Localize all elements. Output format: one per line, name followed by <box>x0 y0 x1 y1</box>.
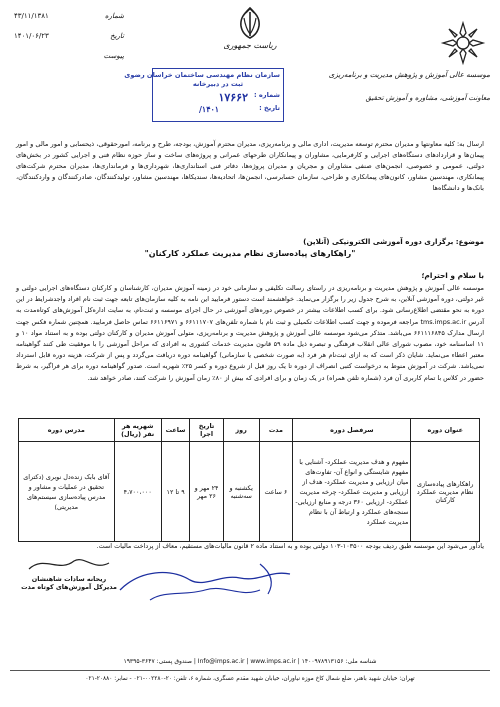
republic-title: ریاست جمهوری <box>223 41 277 50</box>
header-duration: مدت <box>259 419 293 442</box>
header-syllabus: سرفصل دوره <box>293 419 411 442</box>
date-label: تاریخ <box>110 32 124 40</box>
footer-address: تهران: خیابان شهید باهنر، ضلع شمال کاخ موزه نیاوران، خیابان شهید مقدم عسگری، شماره ۶، تلفن: ۲۰-۰۰۲۲۸۰-۰۲۱ - نمابر: ۲۰۸۸۰-۰۲۱ <box>85 676 415 682</box>
footer-contact: شناسه ملی: ۱۴۰۰۹۷۸۹۱۳۱۵۶ | Info@imps.ac.ir | www.imps.ac.ir | صندوق پستی: ۳۶۴۷-۱۹۳۹۵ <box>123 658 377 665</box>
cell-time: ۹ تا ۱۲ <box>161 442 190 542</box>
header-instructor: مدرس دوره <box>19 419 115 442</box>
header-meta <box>14 12 124 61</box>
iran-emblem-icon <box>232 6 268 40</box>
cell-fee: ۴،۷۰۰،۰۰۰ <box>114 442 161 542</box>
date-value: ۱۴۰۱/۰۶/۲۳ <box>14 32 49 40</box>
stamp-org: سازمان نظام مهندسی ساختمان خراسان رضوی <box>124 71 280 79</box>
subject-line <box>16 237 484 246</box>
tax-note: یادآور می‌شود این موسسه طبق ردیف بودجه ۱۰۳۵۰۰-۱۰۳ دولتی بوده و به استناد ماده ۲ قانون مالیات‌های مستقیم، معاف از پرداخت مالیات است. <box>96 542 484 550</box>
header-fee: شهریه هر نفر (ریال) <box>114 419 161 442</box>
signature-mark <box>14 553 124 575</box>
stamp-title: ثبت در دبیرخانه <box>192 80 244 88</box>
signature-block <box>14 553 124 591</box>
course-table <box>18 418 480 542</box>
signatory-title: مدیرکل آموزش‌های کوتاه مدت <box>21 583 117 591</box>
table-row <box>19 442 480 542</box>
cell-title: راهکارهای پیاده‌سازی نظام مدیریت عملکرد کارکنان <box>411 442 480 542</box>
attachment-label: پیوست <box>103 52 124 60</box>
greeting: با سلام و احترام؛ <box>421 271 484 280</box>
recipients-paragraph: ارسال به: کلیه معاونتها و مدیران محترم توسعه مدیریت، اداری مالی و برنامه‌ریزی، مدیران محترم آموزش، بودجه، طرح و برنامه، امورحقوقی، ذیحسابی و امور مالی و امور پیمان‌ها و قراردادهای دستگاه‌های اجرایی و کارفرمایی، مشاوران و پیمانکاران طرحهای عمرانی و پروژه‌های ساخت و ساز حوزه نظام فنی و اجرایی کشور در بخش‌های دولتی، عمومی و خصوصی، انجمن‌های صنفی مشاوران و مجریان و مدیران پروژه‌ها، دفاتر فنی استانداری‌ها، شهرداری‌ها و فرمانداری‌ها، مدیران محترم شرکت‌های پیمانکاری، مهندسین مشاور، کانون‌های پیمانکاری و طراحی، سازمان حسابرسی، انجمن‌ها، اتحادیه‌ها، سندیکاها، مهندسین مشاور، تولیدکنندگان، صادرکنندگان و واردکنندگان، بانک‌ها و دانشگاه‌ها <box>16 140 484 192</box>
subject-text: برگزاری دوره آموزشی الکترونیکی (آنلاین) <box>303 237 454 246</box>
cell-syllabus: مفهوم و هدف مدیریت عملکرد- آشنایی با مفهوم شایستگی و انواع آن- تفاوت‌های میان ارزیابی و مدیریت عملکرد- هدف از ارزیابی و مدیریت عملکرد- چرخه مدیریت عملکرد- ارزیابی ۳۶۰ درجه و منابع ارزیابی- سنجه‌های عملکرد و ارتباط آن با نظام مدیریت عملکرد <box>293 442 411 542</box>
institute-name: موسسه عالی آموزش و پژوهش مدیریت و برنامه‌ریزی <box>328 70 490 79</box>
course-title-heading: "راهکارهای پیاده‌سازی نظام مدیریت عملکرد کارکنان" <box>144 249 356 258</box>
number-label: شماره <box>104 12 124 20</box>
institute-deputy: معاونت آموزشی، مشاوره و آموزش تحقیق <box>365 94 490 102</box>
main-paragraph: موسسه عالی آموزش و پژوهش مدیریت و برنامه‌ریزی در راستای رسالت تکلیفی و سازمانی خود در زمینه آموزش مدیران، کارشناسان و کارکنان دستگاه‌های اجرایی دولتی و غیر دولتی، دوره آموزشی آنلاین، به شرح جدول زیر را برگزار می‌نماید. خواهشمند است دستور فرمایید این نامه به کلیه سازمان‌های تابعه جهت ثبت نام افراد واجدشرایط در این دوره به نحو مقتضی اطلاع‌رسانی شود. برای کسب اطلاعات بیشتر در خصوص دوره‌های آموزشی در حال اجرای موسسه و ثبت‌نام، به سایت اداره‌کل آموزش‌های کوتاه‌مدت به آدرس tms.imps.ac.ir مراجعه فرموده و جهت کسب اطلاعات تکمیلی و ثبت نام با شماره تلفن‌های ۶۶۱۱۱۷۰۷ و ۶۶۱۱۶۹۷۱ تماس حاصل فرمایید. همچنین شماره فکس جهت ارسال مدارک ۶۶۱۱۱۶۸۴۵ می‌باشد. متذکر می‌شود موسسه عالی آموزش و پژوهش مدیریت و برنامه‌ریزی، متولی آموزش مدیران و کارکنان دولتی بوده و به استناد مواد ۱۰ و ۱۱ اساسنامه خود، مصوب شورای عالی انقلاب فرهنگی و تبصره ذیل ماده ۵۹ قانون مدیریت خدمات کشوری به افرادی که مراحل آموزشی را با موفقیت طی کنند گواهینامه معتبر اعطاء می‌نماید. شایان ذکر است که به ازای ثبت‌نام هر فرد (به صورت شخصی یا سازمانی) گواهینامه دوره دریافت می‌گردد و پس از شرکت، هزینه دوره قابل استرداد نمی‌باشد. شرکت در آموزش منوط به درخواست کتبی انصراف از دوره تا یک روز قبل از شروع دوره و کسر ۲۵٪ شهریه است. صدور گواهینامه دوره برای هر فراگیر، به شرط حضور در کلاس با تمام کاربری آن فرد (شماره تلفن همراه) در یک زمان و برای افرادی که بیش از ۸۰٪ زمان آموزش را شرکت کنند، صادر خواهد شد. <box>16 284 485 382</box>
cell-instructor: آقای بابک زنده‌دل نوبری (دکترای تحقیق در عملیات و مشاور و مدرس پیاده‌سازی سیستم‌های مدیریتی) <box>19 442 115 542</box>
stamp-number-label: شماره : <box>253 91 280 99</box>
header-title: عنوان دوره <box>411 419 480 442</box>
institute-logo-icon <box>440 20 486 66</box>
handwritten-scribble <box>110 560 300 608</box>
stamp-number-value: ۱۷۶۶۲ <box>218 91 248 104</box>
cell-days: یکشنبه و سه‌شنبه <box>223 442 259 542</box>
registration-stamp <box>124 68 284 122</box>
table-header-row <box>19 419 480 442</box>
stamp-date-label: تاریخ : <box>259 104 280 112</box>
stamp-date-value: ۱۴۰۱/ <box>198 104 220 114</box>
cell-duration: ۶ ساعت <box>259 442 293 542</box>
header-days: روز <box>223 419 259 442</box>
number-value: ۴۳/۱۱/۱۳۸۱ <box>14 12 49 20</box>
subject-label: موضوع: <box>455 237 484 246</box>
header-dates: تاریخ اجرا <box>190 419 223 442</box>
signatory-name: ریحانه سادات شاهنشان <box>31 575 107 583</box>
header-time: ساعت <box>161 419 190 442</box>
footer-divider <box>10 670 490 671</box>
cell-dates: ۲۴ مهر و ۲۶ مهر <box>190 442 223 542</box>
